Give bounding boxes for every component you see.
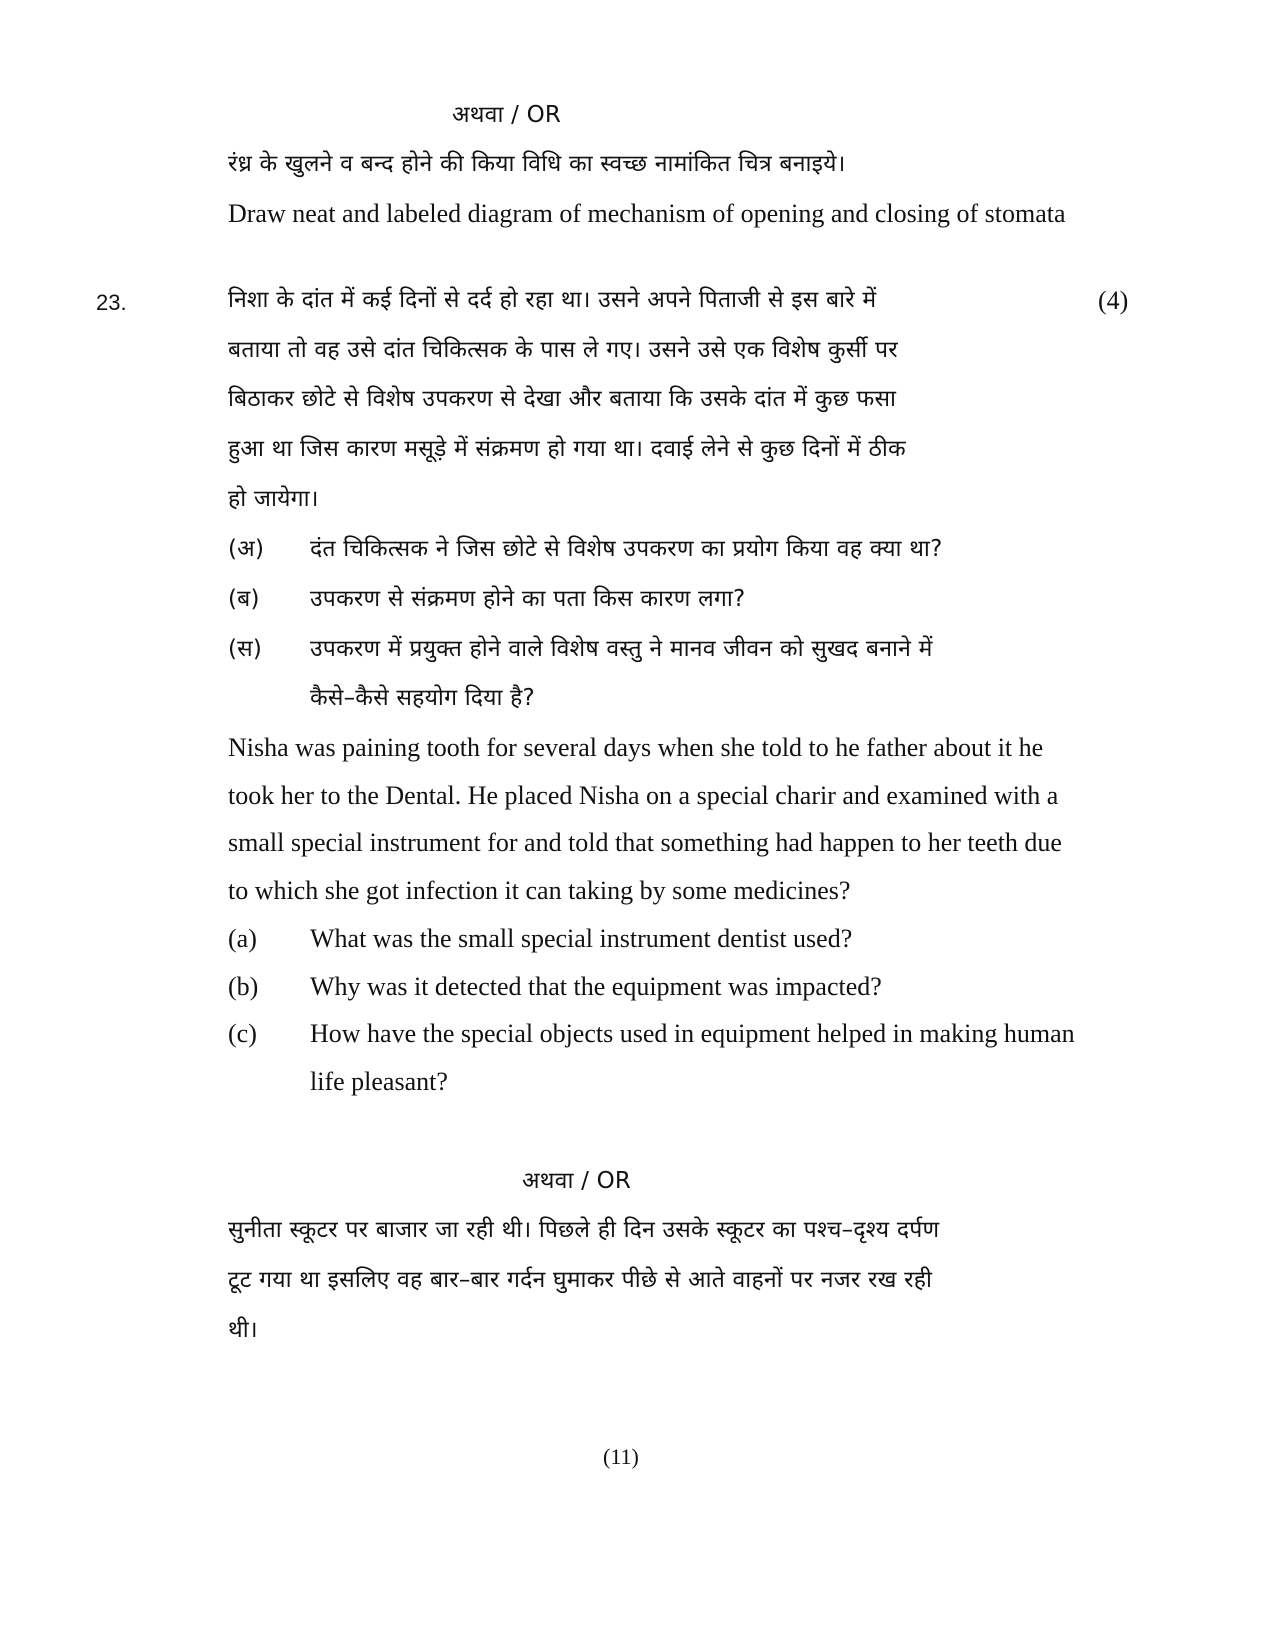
hindi-part-b-text: उपकरण से संक्रमण होने का पता किस कारण लगा? <box>310 586 746 612</box>
q23-hindi-line-5: हो जायेगा। <box>228 486 319 512</box>
english-part-a-text: What was the small special instrument dentist used? <box>310 924 853 953</box>
q23-hindi-line-3: बिठाकर छोटे से विशेष उपकरण से देखा और बताया कि उसके दांत में कुछ फसा <box>228 386 897 412</box>
english-part-label-b: (b) <box>228 972 259 1001</box>
or-1-english-question: Draw neat and labeled diagram of mechanism of opening and closing of stomata <box>228 199 1066 228</box>
page-number: (11) <box>603 1444 639 1469</box>
hindi-part-label-b: (ब) <box>228 586 260 612</box>
or-heading-2: अथवा / OR <box>522 1168 632 1194</box>
q23-hindi-line-1: निशा के दांत में कई दिनों से दर्द हो रहा था। उसने अपने पिताजी से इस बारे में <box>228 287 877 313</box>
hindi-part-label-c: (स) <box>228 636 263 662</box>
question-number: 23. <box>96 290 127 315</box>
english-part-label-c: (c) <box>228 1019 257 1048</box>
q23-english-line-1: Nisha was paining tooth for several days when she told to he father about it he <box>228 733 1044 762</box>
q23-english-line-4: to which she got infection it can taking by some medicines? <box>228 876 851 905</box>
hindi-part-c-text-2: कैसे–कैसे सहयोग दिया है? <box>310 685 535 711</box>
or-2-hindi-line-3: थी। <box>228 1317 258 1343</box>
or-2-hindi-line-2: टूट गया था इसलिए वह बार–बार गर्दन घुमाकर पीछे से आते वाहनों पर नजर रख रही <box>228 1267 933 1293</box>
hindi-part-a-text: दंत चिकित्सक ने जिस छोटे से विशेष उपकरण का प्रयोग किया वह क्या था? <box>310 536 943 562</box>
q23-hindi-line-4: हुआ था जिस कारण मसूड़े में संक्रमण हो गया था। दवाई लेने से कुछ दिनों में ठीक <box>228 436 906 462</box>
english-part-c-text-2: life pleasant? <box>310 1067 448 1096</box>
q23-english-line-3: small special instrument for and told that something had happen to her teeth due <box>228 828 1062 857</box>
q23-english-line-2: took her to the Dental. He placed Nisha on a special charir and examined with a <box>228 781 1059 810</box>
or-2-hindi-line-1: सुनीता स्कूटर पर बाजार जा रही थी। पिछले ही दिन उसके स्कूटर का पश्च–दृश्य दर्पण <box>228 1217 940 1243</box>
english-part-label-a: (a) <box>228 924 257 953</box>
q23-hindi-line-2: बताया तो वह उसे दांत चिकित्सक के पास ले गए। उसने उसे एक विशेष कुर्सी पर <box>228 337 898 363</box>
english-part-b-text: Why was it detected that the equipment was impacted? <box>310 972 882 1001</box>
hindi-part-label-a: (अ) <box>228 536 265 562</box>
hindi-part-c-text-1: उपकरण में प्रयुक्त होने वाले विशेष वस्तु ने मानव जीवन को सुखद बनाने में <box>310 636 933 662</box>
or-heading-1: अथवा / OR <box>452 102 562 128</box>
english-part-c-text-1: How have the special objects used in equipment helped in making human <box>310 1019 1075 1048</box>
question-marks: (4) <box>1098 286 1129 315</box>
or-1-hindi-question: रंध्र के खुलने व बन्द होने की किया विधि का स्वच्छ नामांकित चित्र बनाइये। <box>228 151 846 177</box>
